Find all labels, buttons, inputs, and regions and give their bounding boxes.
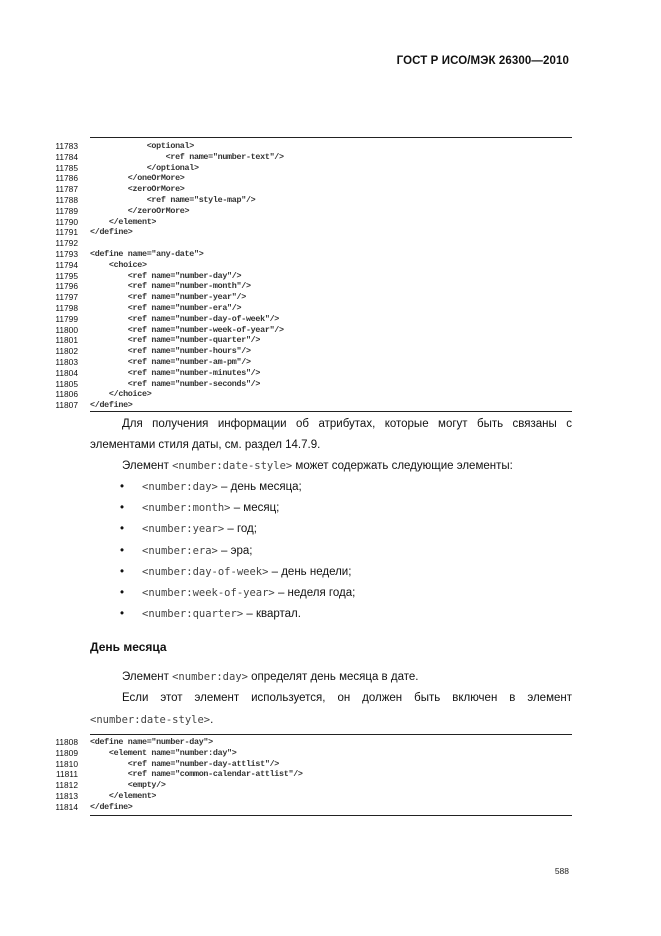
line-number: 11802: [55, 346, 78, 357]
line-number: 11789: [55, 205, 78, 216]
line-number: 11814: [55, 801, 78, 812]
line-number: 11791: [55, 227, 78, 238]
line-number: 11794: [55, 259, 78, 270]
paragraph-usage-line1: [90, 688, 572, 709]
bullet-code: <number:day-of-week>: [142, 565, 269, 578]
code-block-2-top-rule: [90, 734, 572, 735]
bullet-text: [142, 583, 355, 604]
code-block-1: [0, 141, 661, 411]
line-number: 11798: [55, 302, 78, 313]
para4-suffix: .: [210, 714, 214, 726]
bullet-dot-icon: •: [120, 523, 125, 536]
code-line: [0, 206, 661, 217]
code-text: <choice>: [90, 259, 147, 270]
line-number: 11787: [55, 184, 78, 195]
code-line: [0, 314, 661, 325]
paragraph-attributes: [90, 414, 572, 435]
code-line: [0, 389, 661, 400]
line-number: 11807: [55, 400, 78, 411]
code-line: [0, 292, 661, 303]
bullet-description: – день месяца;: [217, 481, 302, 493]
para3-prefix: Элемент: [122, 671, 173, 683]
code-text: <ref name="number-am-pm"/>: [90, 356, 251, 367]
line-number: 11784: [55, 151, 78, 162]
line-number: 11800: [55, 324, 78, 335]
bullet-text: [142, 519, 257, 540]
bullet-code: <number:month>: [142, 502, 231, 515]
code-text: </choice>: [90, 389, 152, 400]
para4-code: <number:date-style>: [90, 714, 211, 726]
code-line: [0, 748, 661, 759]
paragraph-attributes-line2: элементами стиля даты, см. раздел 14.7.9.: [90, 439, 321, 451]
bullet-text: [142, 562, 351, 583]
code-text: </define>: [90, 801, 133, 812]
code-text: <ref name="number-minutes"/>: [90, 367, 261, 378]
line-number: 11806: [55, 389, 78, 400]
bullet-dot-icon: •: [120, 544, 125, 557]
code-text: <define name="number-day">: [90, 737, 213, 747]
code-line: [0, 802, 661, 813]
bullet-text: [142, 604, 301, 625]
bullet-description: – месяц;: [230, 502, 280, 515]
code-text: <ref name="number-month"/>: [90, 281, 251, 292]
code-line: [0, 379, 661, 390]
code-text: <empty/>: [90, 780, 166, 791]
code-text: <element name="number:day">: [90, 747, 237, 758]
code-text: <ref name="number-quarter"/>: [90, 335, 261, 346]
bullet-dot-icon: •: [120, 502, 125, 515]
para4-text: Если этот элемент используется, он должен быть включен в элемент: [122, 692, 572, 704]
code-line: [0, 303, 661, 314]
code-line: [0, 400, 661, 411]
code-line: [0, 346, 661, 357]
code-line: [0, 335, 661, 346]
bullet-text: [142, 541, 253, 562]
code-line: [0, 227, 661, 238]
line-number: 11792: [55, 238, 78, 249]
bullet-text: [142, 498, 279, 519]
code-line: [0, 769, 661, 780]
code-line: [0, 759, 661, 770]
bullet-description: – квартал.: [243, 608, 301, 621]
line-number: 11785: [55, 162, 78, 173]
bullet-item: [90, 541, 572, 562]
bullet-text: [142, 477, 302, 498]
code-text: <ref name="number-year"/>: [90, 292, 246, 303]
line-number: 11783: [55, 141, 78, 151]
bullet-code: <number:week-of-year>: [142, 586, 275, 599]
line-number: 11799: [55, 313, 78, 324]
code-line: [0, 780, 661, 791]
document-header: ГОСТ Р ИСО/МЭК 26300—2010: [396, 55, 569, 67]
paragraph-attributes-text: Для получения информации об атрибутах, которые могут быть связаны с: [122, 418, 572, 430]
bullet-item: [90, 477, 572, 498]
line-number: 11790: [55, 216, 78, 227]
code-line: [0, 325, 661, 336]
code-line: [0, 249, 661, 260]
line-number: 11795: [55, 270, 78, 281]
code-text: <ref name="number-week-of-year"/>: [90, 324, 284, 335]
code-line: [0, 238, 661, 249]
line-number: 11809: [55, 747, 78, 758]
paragraph-day-element: [90, 667, 572, 688]
bullet-description: – эра;: [217, 544, 253, 557]
code-text: </element>: [90, 216, 157, 227]
code-block-1-top-rule: [90, 137, 572, 138]
code-text: </zeroOrMore>: [90, 205, 190, 216]
code-line: [0, 260, 661, 271]
code-block-2: [0, 737, 661, 813]
para3-suffix: определят день месяца в дате.: [247, 671, 419, 683]
line-number: 11803: [55, 356, 78, 367]
line-number: 11793: [55, 248, 78, 259]
code-line: [0, 217, 661, 228]
line-number: 11804: [55, 367, 78, 378]
line-number: 11805: [55, 378, 78, 389]
bullet-description: – неделя года;: [274, 586, 356, 599]
code-text: <ref name="number-text"/>: [90, 151, 284, 162]
line-number: 11786: [55, 173, 78, 184]
code-line: [0, 281, 661, 292]
bullet-dot-icon: •: [120, 586, 125, 599]
bullet-item: [90, 583, 572, 604]
code-text: <ref name="number-day-attlist"/>: [90, 758, 280, 769]
para2-prefix: Элемент: [122, 460, 173, 472]
code-text: <ref name="common-calendar-attlist"/>: [90, 769, 303, 780]
para3-code: <number:day>: [172, 671, 248, 683]
code-text: </optional>: [90, 162, 199, 173]
bullet-description: – день недели;: [268, 565, 352, 578]
bullet-dot-icon: •: [120, 481, 125, 493]
page-number: 588: [554, 866, 569, 876]
code-text: </define>: [90, 227, 133, 238]
code-line: [0, 184, 661, 195]
line-number: 11796: [55, 281, 78, 292]
code-text: </oneOrMore>: [90, 173, 185, 184]
code-line: [0, 357, 661, 368]
bullet-description: – год;: [224, 523, 257, 536]
line-number: 11801: [55, 335, 78, 346]
line-number: 11797: [55, 292, 78, 303]
code-line: [0, 368, 661, 379]
code-line: [0, 173, 661, 184]
code-text: <zeroOrMore>: [90, 184, 185, 195]
code-text: <ref name="number-era"/>: [90, 302, 242, 313]
code-text: <ref name="number-hours"/>: [90, 346, 251, 357]
code-block-1-bottom-rule: [90, 411, 572, 412]
line-number: 11813: [55, 790, 78, 801]
code-text: <ref name="style-map"/>: [90, 194, 256, 205]
code-text: <ref name="number-seconds"/>: [90, 378, 261, 389]
line-number: 11810: [55, 758, 78, 769]
code-line: [0, 141, 661, 152]
bullet-code: <number:year>: [142, 523, 225, 536]
bullet-dot-icon: •: [120, 608, 125, 621]
code-text: </element>: [90, 790, 157, 801]
code-text: <ref name="number-day"/>: [90, 270, 242, 281]
code-text: </define>: [90, 400, 133, 411]
bullet-item: [90, 604, 572, 625]
code-text: <optional>: [90, 141, 194, 151]
code-line: [0, 163, 661, 174]
bullet-dot-icon: •: [120, 565, 125, 578]
paragraph-date-style-intro: [90, 456, 572, 477]
code-line: [0, 271, 661, 282]
para2-suffix: может содержать следующие элементы:: [292, 460, 513, 472]
code-text: <ref name="number-day-of-week"/>: [90, 313, 280, 324]
bullet-code: <number:quarter>: [142, 608, 244, 621]
para2-code: <number:date-style>: [172, 460, 293, 472]
paragraph-usage-line2: [90, 710, 572, 731]
bullet-item: [90, 562, 572, 583]
line-number: 11788: [55, 194, 78, 205]
line-number: 11811: [55, 769, 78, 780]
bullet-item: [90, 498, 572, 519]
bullet-item: [90, 519, 572, 540]
bullet-code: <number:era>: [142, 544, 218, 557]
element-bullet-list: [90, 477, 572, 625]
code-line: [0, 195, 661, 206]
code-line: [0, 791, 661, 802]
code-line: [0, 152, 661, 163]
line-number: 11812: [55, 780, 78, 791]
bullet-code: <number:day>: [142, 481, 218, 493]
section-heading: День месяца: [90, 640, 167, 654]
code-block-2-bottom-rule: [90, 815, 572, 816]
code-line: [0, 737, 661, 748]
line-number: 11808: [55, 737, 78, 747]
code-text: <define name="any-date">: [90, 248, 204, 259]
